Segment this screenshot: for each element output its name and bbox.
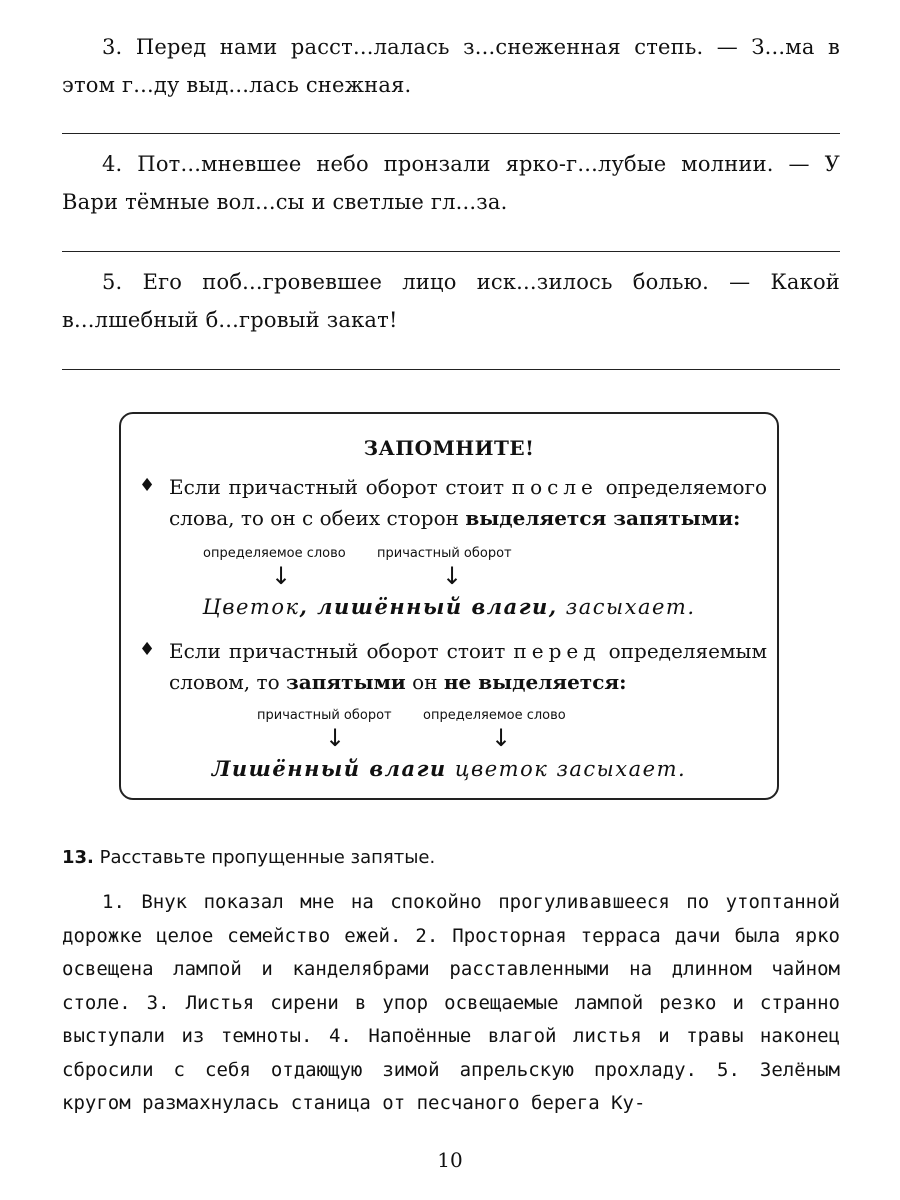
task-header (62, 846, 435, 870)
rule-text-after: Если причастный оборот стоит после определяемого слова, то он с обеих сторон выделяется запятыми: (169, 475, 768, 530)
exercise-5: 5. Его поб...гровевшее лицо иск...зилось болью. — Какой в...лшебный б...гровый закат! (62, 270, 840, 332)
rule-text-before: Если причастный оборот стоит перед определяемым словом, то запятыми он не выделяется: (169, 639, 767, 694)
down-arrow-icon: ↓ (325, 724, 346, 752)
example-after: Цветок, лишённый влаги, засыхает. (202, 594, 696, 619)
page-number: 10 (437, 1148, 463, 1172)
down-arrow-icon: ↓ (271, 562, 292, 590)
task-instruction: Расставьте пропущенные запятые. (99, 847, 436, 868)
task-text: 1. Внук показал мне на спокойно прогуливавшееся по утоптанной дорожке целое семейство ежей. 2. Просторная терраса дачи была ярко освещена лампой и канделябрами расставленными на длинном чайном столе. 3. Листья сирени в упор освещаемые лампой резко и странно выступали из темноты. 4. Напоённые влагой листья и травы наконец сбросили с себя отдающую зимой апрельскую прохладу. 5. Зелёным кругом размахнулась станица от песчаного берега Ку- (62, 891, 840, 1114)
remember-title: ЗАПОМНИТЕ! (363, 436, 535, 460)
label-defined-word: определяемое слово (203, 546, 346, 561)
label-participle-phrase: причастный оборот (377, 546, 512, 561)
answer-line-5[interactable] (62, 369, 840, 370)
task-number: 13. (62, 847, 94, 868)
down-arrow-icon: ↓ (442, 562, 463, 590)
exercise-4: 4. Пот...мневшее небо пронзали ярко-г...лубые молнии. — У Вари тёмные вол...сы и светлые гл...за. (62, 152, 840, 214)
remember-box (119, 412, 779, 800)
diamond-bullet-icon: ♦ (139, 639, 156, 660)
example-before: Лишённый влаги цветок засыхает. (211, 756, 687, 781)
answer-line-3[interactable] (62, 133, 840, 134)
exercise-3: 3. Перед нами расст...лалась з...снеженная степь. — З...ма в этом г...ду выд...лась снежная. (62, 35, 840, 97)
label-participle-phrase: причастный оборот (257, 708, 392, 723)
answer-line-4[interactable] (62, 251, 840, 252)
label-defined-word: определяемое слово (423, 708, 566, 723)
down-arrow-icon: ↓ (491, 724, 512, 752)
diamond-bullet-icon: ♦ (139, 475, 156, 496)
